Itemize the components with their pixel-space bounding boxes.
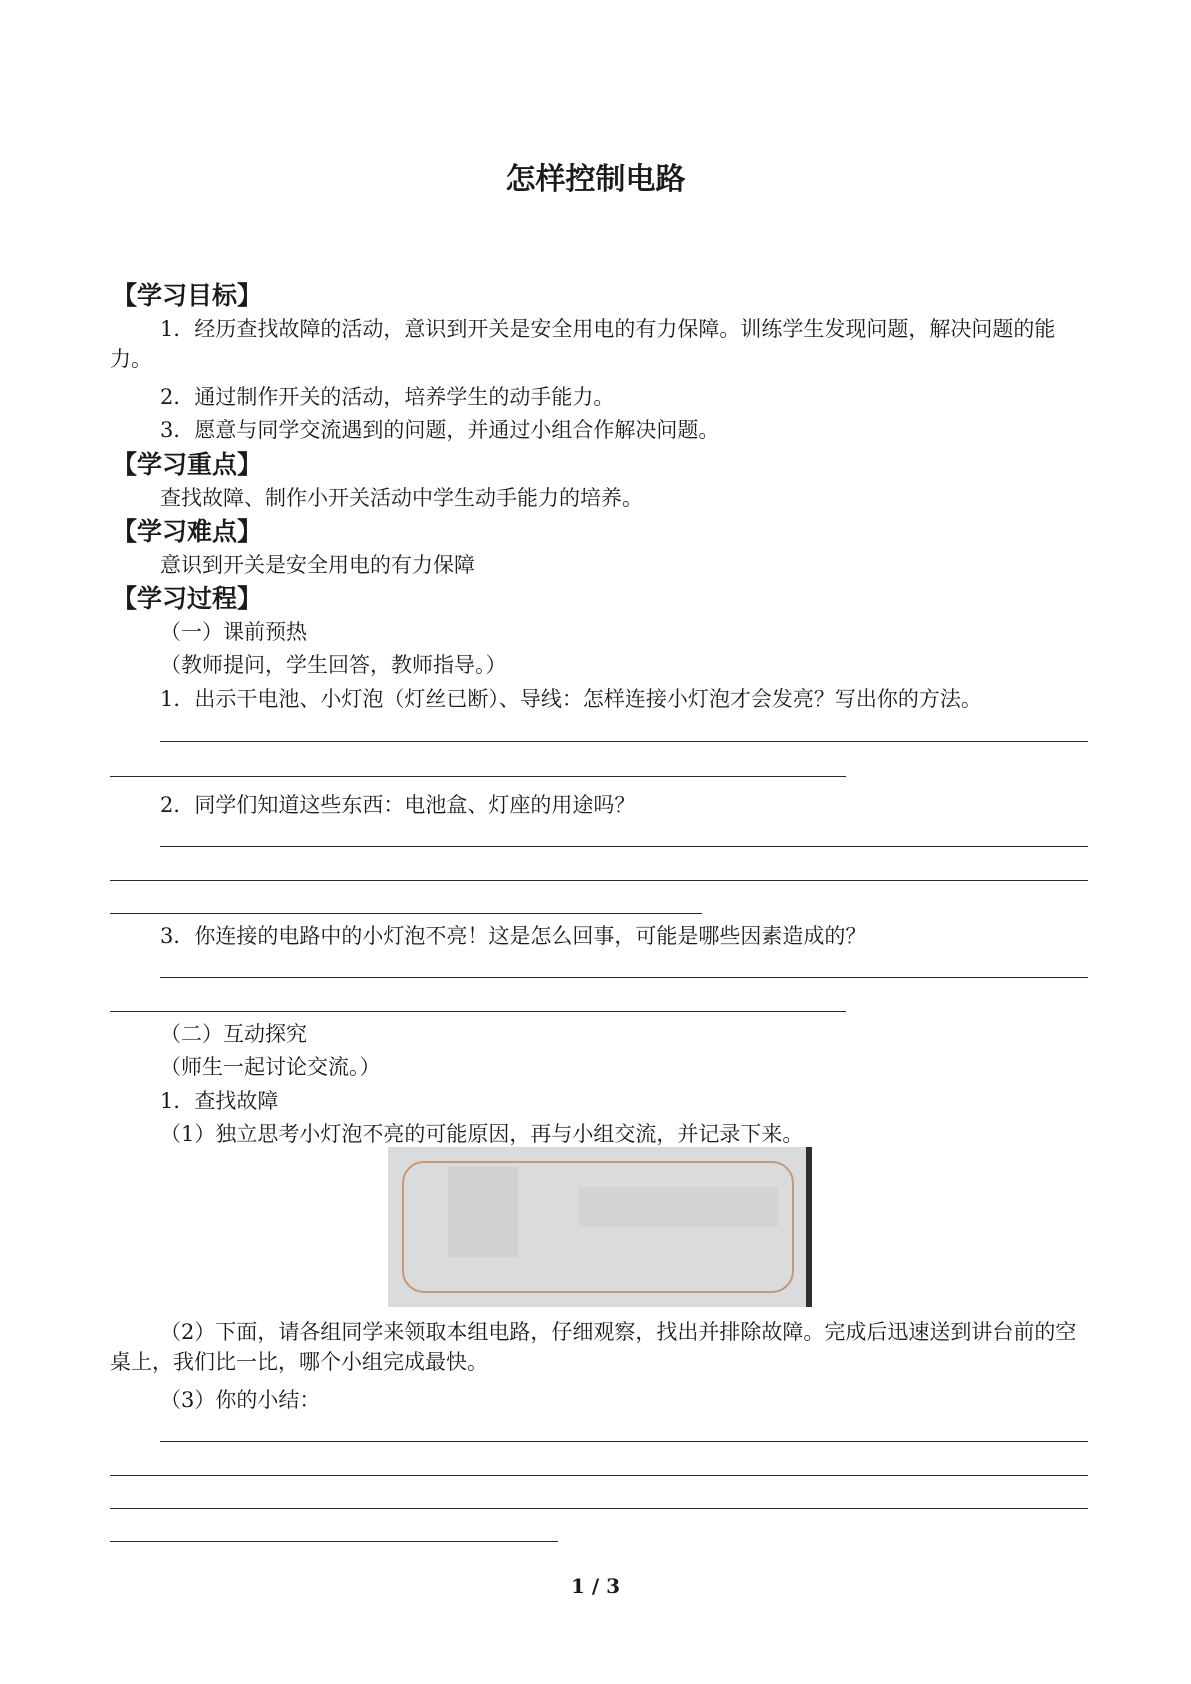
- objective-item-3: 3．愿意与同学交流遇到的问题，并通过小组合作解决问题。: [160, 418, 720, 442]
- answer-line: [110, 1475, 1088, 1476]
- answer-line: [160, 846, 1088, 847]
- question-3: 3．你连接的电路中的小灯泡不亮！这是怎么回事，可能是哪些因素造成的？: [160, 924, 867, 948]
- difficulties-heading: 【学习难点】: [112, 517, 263, 546]
- part1-note: （教师提问，学生回答，教师指导。）: [160, 653, 507, 677]
- part2-step-1: （1）独立思考小灯泡不亮的可能原因，再与小组交流，并记录下来。: [160, 1122, 804, 1146]
- objective-item-1: 1．经历查找故障的活动，意识到开关是安全用电的有力保障。训练学生发现问题，解决问题的能力。: [110, 317, 1056, 371]
- answer-line: [110, 1508, 1088, 1509]
- difficulties-text: 意识到开关是安全用电的有力保障: [160, 553, 475, 577]
- answer-line: [110, 776, 846, 777]
- answer-line: [110, 880, 1088, 881]
- page-number: 1 / 3: [570, 1574, 621, 1598]
- part2-item-1: 1．查找故障: [160, 1089, 279, 1113]
- objective-item-2: 2．通过制作开关的活动，培养学生的动手能力。: [160, 385, 615, 409]
- answer-box-image: [388, 1147, 812, 1307]
- question-1: 1．出示干电池、小灯泡（灯丝已断）、导线：怎样连接小灯泡才会发亮？写出你的方法。: [160, 687, 982, 711]
- answer-line: [160, 977, 1088, 978]
- question-2: 2．同学们知道这些东西：电池盒、灯座的用途吗？: [160, 793, 636, 817]
- part2-title: （二）互动探究: [160, 1022, 307, 1046]
- part1-title: （一）课前预热: [160, 620, 307, 644]
- part2-step-2: （2）下面，请各组同学来领取本组电路，仔细观察，找出并排除故障。完成后迅速送到讲台前的空桌上，我们比一比，哪个小组完成最快。: [110, 1320, 1077, 1374]
- answer-line: [160, 1441, 1088, 1442]
- answer-line: [160, 741, 1088, 742]
- page-title: 怎样控制电路: [505, 162, 686, 197]
- part2-step-3: （3）你的小结：: [160, 1388, 321, 1412]
- answer-line: [110, 1541, 558, 1542]
- key-points-text: 查找故障、制作小开关活动中学生动手能力的培养。: [160, 486, 643, 510]
- part2-note: （师生一起讨论交流。）: [160, 1055, 381, 1079]
- objectives-heading: 【学习目标】: [112, 281, 263, 310]
- process-heading: 【学习过程】: [112, 584, 263, 613]
- answer-line: [110, 1011, 846, 1012]
- rounded-frame: [402, 1161, 794, 1293]
- key-points-heading: 【学习重点】: [112, 450, 263, 479]
- answer-line: [110, 913, 702, 914]
